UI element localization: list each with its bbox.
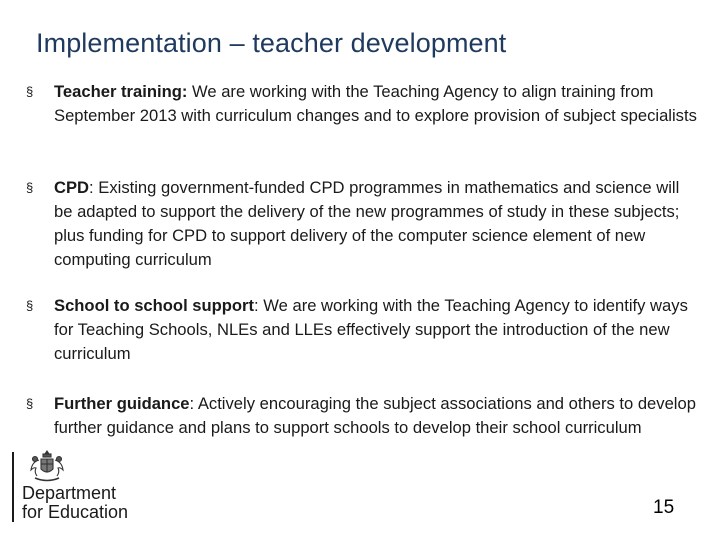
bullet-further-guidance	[24, 392, 700, 440]
logo-line-2: for Education	[22, 502, 129, 522]
page-number: 15	[653, 497, 675, 518]
bullet-text: : Actively encouraging the subject associations and others to develop further guidance and plans to support schools to develop their school curriculum	[54, 394, 696, 437]
logo-rule	[12, 452, 14, 522]
bullet-marker: §	[26, 396, 34, 411]
logo-line-1: Department	[22, 483, 117, 503]
logo-text	[22, 484, 128, 522]
bullet-lead: CPD	[54, 178, 90, 197]
bullet-teacher-training	[24, 80, 700, 128]
royal-crest-icon	[26, 448, 68, 484]
bullet-text: : Existing government-funded CPD programmes in mathematics and science will be adapted to support the delivery of the new programmes of study in these subjects; plus funding for CPD to support delivery of the computer science element of new computing curriculum	[54, 178, 680, 269]
bullet-lead: School to school support	[54, 296, 255, 315]
bullet-marker: §	[26, 298, 34, 313]
dfe-logo	[10, 448, 150, 528]
bullet-cpd	[24, 176, 700, 272]
bullet-marker: §	[26, 84, 34, 99]
bullet-lead: Teacher training:	[54, 82, 188, 101]
bullet-marker: §	[26, 180, 34, 195]
bullet-lead: Further guidance	[54, 394, 190, 413]
bullet-text: We are working with the Teaching Agency to align training from September 2013 with curriculum changes and to explore provision of subject specialists	[54, 82, 697, 125]
bullet-school-to-school	[24, 294, 700, 366]
bullet-text: : We are working with the Teaching Agency to identify ways for Teaching Schools, NLEs and LLEs effectively support the introduction of the new curriculum	[54, 296, 688, 363]
slide-title: Implementation – teacher development	[36, 28, 507, 58]
